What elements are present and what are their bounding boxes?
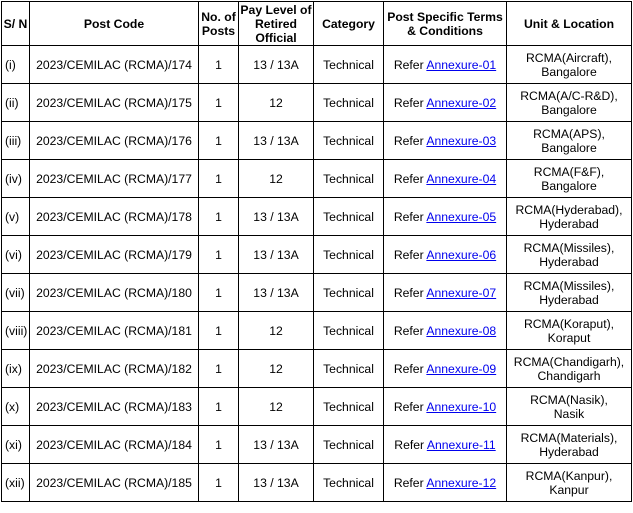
refer-text: Refer	[393, 323, 424, 338]
refer-text: Refer	[393, 361, 424, 376]
row-no-of-posts: 1	[199, 198, 239, 236]
unit-name: RCMA(Hyderabad),	[515, 202, 623, 217]
unit-name: RCMA(Missiles),	[523, 278, 615, 293]
row-no-of-posts: 1	[199, 160, 239, 198]
row-unit-location	[507, 122, 632, 160]
refer-text: Refer	[393, 95, 424, 110]
annexure-link[interactable]: Annexure-03	[426, 133, 497, 148]
row-terms	[384, 46, 507, 84]
unit-location: Hyderabad	[539, 444, 599, 459]
table-row	[2, 426, 632, 464]
row-sn: (xii)	[2, 464, 30, 502]
unit-location: Koraput	[547, 330, 591, 345]
row-post-code: 2023/CEMILAC (RCMA)/183	[30, 388, 199, 426]
row-post-code: 2023/CEMILAC (RCMA)/181	[30, 312, 199, 350]
unit-location: Hyderabad	[539, 254, 599, 269]
row-sn: (i)	[2, 46, 30, 84]
table-row	[2, 464, 632, 502]
row-category: Technical	[314, 426, 384, 464]
row-terms	[384, 464, 507, 502]
row-unit-location	[507, 312, 632, 350]
row-sn: (ii)	[2, 84, 30, 122]
row-pay-level: 12	[239, 84, 314, 122]
annexure-link[interactable]: Annexure-11	[426, 437, 496, 452]
row-sn: (vii)	[2, 274, 30, 312]
annexure-link[interactable]: Annexure-06	[426, 247, 497, 262]
annexure-link[interactable]: Annexure-08	[426, 323, 497, 338]
header-post-code: Post Code	[30, 2, 199, 46]
refer-text: Refer	[393, 247, 424, 262]
row-unit-location	[507, 84, 632, 122]
annexure-link[interactable]: Annexure-10	[426, 399, 497, 414]
row-pay-level: 12	[239, 388, 314, 426]
row-category: Technical	[314, 122, 384, 160]
row-terms	[384, 198, 507, 236]
row-terms	[384, 312, 507, 350]
unit-name: RCMA(Chandigarh),	[513, 354, 625, 369]
row-terms	[384, 274, 507, 312]
unit-name: RCMA(Koraput),	[523, 316, 615, 331]
row-no-of-posts: 1	[199, 84, 239, 122]
annexure-link[interactable]: Annexure-04	[426, 171, 497, 186]
unit-name: RCMA(Kanpur),	[525, 468, 613, 483]
unit-name: RCMA(Missiles),	[523, 240, 615, 255]
unit-location: Bangalore	[541, 178, 597, 193]
refer-text: Refer	[393, 209, 424, 224]
refer-text: Refer	[394, 437, 425, 452]
row-pay-level: 13 / 13A	[239, 46, 314, 84]
table-row	[2, 388, 632, 426]
row-pay-level: 13 / 13A	[239, 274, 314, 312]
row-pay-level: 13 / 13A	[239, 236, 314, 274]
annexure-link[interactable]: Annexure-05	[426, 209, 497, 224]
row-category: Technical	[314, 388, 384, 426]
annexure-link[interactable]: Annexure-07	[426, 285, 497, 300]
row-unit-location	[507, 236, 632, 274]
table-row	[2, 122, 632, 160]
unit-location: Bangalore	[541, 102, 597, 117]
refer-text: Refer	[393, 171, 424, 186]
unit-location: Bangalore	[541, 140, 597, 155]
unit-location: Nasik	[553, 406, 585, 421]
row-no-of-posts: 1	[199, 46, 239, 84]
refer-text: Refer	[393, 133, 424, 148]
row-pay-level: 13 / 13A	[239, 122, 314, 160]
row-post-code: 2023/CEMILAC (RCMA)/180	[30, 274, 199, 312]
row-post-code: 2023/CEMILAC (RCMA)/182	[30, 350, 199, 388]
row-pay-level: 12	[239, 350, 314, 388]
row-unit-location	[507, 426, 632, 464]
row-category: Technical	[314, 46, 384, 84]
row-post-code: 2023/CEMILAC (RCMA)/185	[30, 464, 199, 502]
header-no-of-posts: No. of Posts	[199, 2, 239, 46]
table-row	[2, 46, 632, 84]
header-pay-level: Pay Level of Retired Official	[240, 2, 312, 45]
header-category: Category	[314, 2, 384, 46]
row-no-of-posts: 1	[199, 236, 239, 274]
unit-name: RCMA(F&F),	[533, 164, 605, 179]
unit-name: RCMA(Materials),	[520, 430, 618, 445]
row-unit-location	[507, 350, 632, 388]
table-row	[2, 312, 632, 350]
row-unit-location	[507, 274, 632, 312]
unit-location: Hyderabad	[539, 292, 599, 307]
row-sn: (viii)	[2, 312, 30, 350]
row-category: Technical	[314, 84, 384, 122]
row-category: Technical	[314, 236, 384, 274]
row-terms	[384, 236, 507, 274]
unit-name: RCMA(APS),	[533, 126, 605, 141]
row-terms	[384, 122, 507, 160]
row-sn: (v)	[2, 198, 30, 236]
unit-name: RCMA(Aircraft),	[526, 50, 612, 65]
header-sn: S/ N	[2, 2, 30, 46]
row-post-code: 2023/CEMILAC (RCMA)/178	[30, 198, 199, 236]
header-row	[2, 2, 632, 46]
row-sn: (iv)	[2, 160, 30, 198]
refer-text: Refer	[393, 475, 424, 490]
annexure-link[interactable]: Annexure-02	[426, 95, 497, 110]
unit-name: RCMA(A/C-R&D),	[520, 88, 618, 103]
row-terms	[384, 84, 507, 122]
header-unit-location: Unit & Location	[507, 2, 632, 46]
unit-location: Bangalore	[541, 64, 597, 79]
row-pay-level: 13 / 13A	[239, 426, 314, 464]
refer-text: Refer	[393, 399, 424, 414]
row-unit-location	[507, 464, 632, 502]
row-post-code: 2023/CEMILAC (RCMA)/176	[30, 122, 199, 160]
row-sn: (vi)	[2, 236, 30, 274]
row-category: Technical	[314, 312, 384, 350]
row-terms	[384, 160, 507, 198]
header-terms: Post Specific Terms & Conditions	[384, 2, 507, 46]
table-row	[2, 350, 632, 388]
row-terms	[384, 426, 507, 464]
row-pay-level: 12	[239, 160, 314, 198]
row-category: Technical	[314, 198, 384, 236]
table-row	[2, 274, 632, 312]
row-terms	[384, 350, 507, 388]
row-sn: (x)	[2, 388, 30, 426]
row-no-of-posts: 1	[199, 122, 239, 160]
row-no-of-posts: 1	[199, 388, 239, 426]
row-category: Technical	[314, 274, 384, 312]
row-post-code: 2023/CEMILAC (RCMA)/184	[30, 426, 199, 464]
row-unit-location	[507, 388, 632, 426]
row-no-of-posts: 1	[199, 426, 239, 464]
row-sn: (iii)	[2, 122, 30, 160]
annexure-link[interactable]: Annexure-09	[426, 361, 497, 376]
row-post-code: 2023/CEMILAC (RCMA)/174	[30, 46, 199, 84]
annexure-link[interactable]: Annexure-12	[426, 475, 497, 490]
unit-location: Chandigarh	[537, 368, 601, 383]
row-category: Technical	[314, 464, 384, 502]
row-unit-location	[507, 160, 632, 198]
row-post-code: 2023/CEMILAC (RCMA)/175	[30, 84, 199, 122]
table-row	[2, 236, 632, 274]
row-post-code: 2023/CEMILAC (RCMA)/179	[30, 236, 199, 274]
row-category: Technical	[314, 160, 384, 198]
refer-text: Refer	[393, 285, 424, 300]
annexure-link[interactable]: Annexure-01	[426, 57, 497, 72]
row-pay-level: 13 / 13A	[239, 198, 314, 236]
row-pay-level: 12	[239, 312, 314, 350]
table-row	[2, 160, 632, 198]
row-no-of-posts: 1	[199, 464, 239, 502]
row-sn: (xi)	[2, 426, 30, 464]
row-no-of-posts: 1	[199, 350, 239, 388]
row-pay-level: 13 / 13A	[239, 464, 314, 502]
refer-text: Refer	[393, 57, 424, 72]
row-sn: (ix)	[2, 350, 30, 388]
row-no-of-posts: 1	[199, 312, 239, 350]
posts-table	[1, 1, 632, 502]
row-unit-location	[507, 198, 632, 236]
row-post-code: 2023/CEMILAC (RCMA)/177	[30, 160, 199, 198]
row-category: Technical	[314, 350, 384, 388]
row-terms	[384, 388, 507, 426]
unit-location: Kanpur	[549, 482, 589, 497]
unit-name: RCMA(Nasik),	[530, 392, 608, 407]
row-unit-location	[507, 46, 632, 84]
table-row	[2, 198, 632, 236]
table-row	[2, 84, 632, 122]
unit-location: Hyderabad	[539, 216, 599, 231]
row-no-of-posts: 1	[199, 274, 239, 312]
